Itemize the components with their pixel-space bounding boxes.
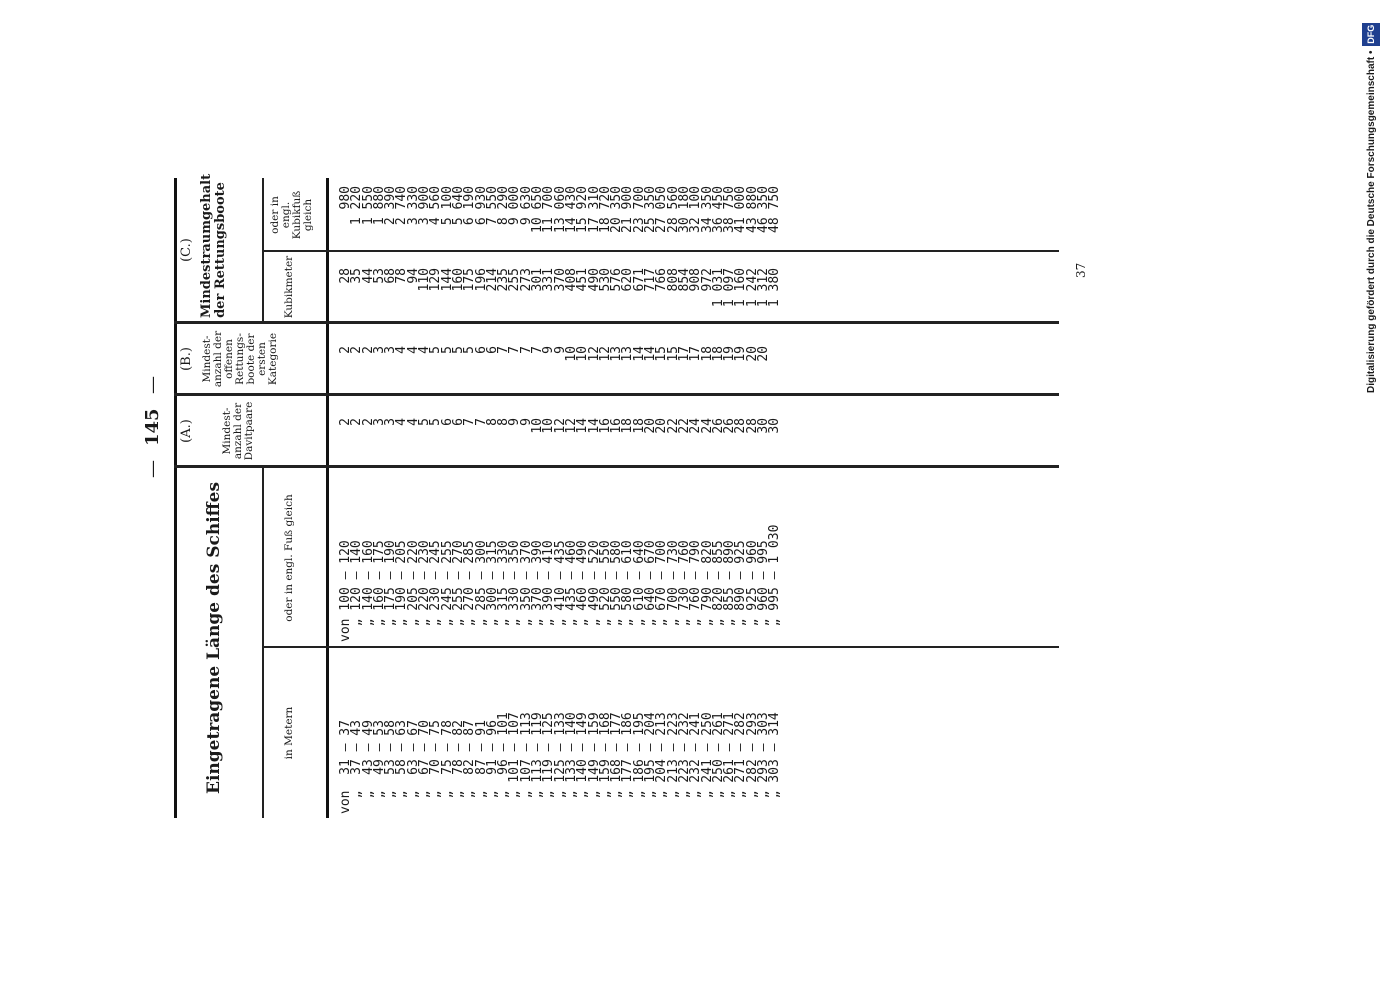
meters-cell: „ 91 — 96 bbox=[484, 720, 500, 814]
cubic-ft-header: oder in engl. Kubikfuß gleich bbox=[269, 190, 315, 240]
meters-cell: „ 125 — 133 bbox=[552, 712, 568, 814]
cubic-meters-cell: 175 bbox=[462, 268, 478, 292]
meters-cell: „ 177 — 186 bbox=[620, 712, 636, 814]
cubic-feet-cell: 6 930 bbox=[473, 186, 489, 226]
meters-cell: „ 186 — 195 bbox=[631, 712, 647, 814]
cubic-meters-cell: 94 bbox=[405, 268, 421, 284]
boats-cell: 20 bbox=[755, 346, 771, 362]
boats-cell: 17 bbox=[676, 346, 692, 362]
cubic-feet-cell: 46 350 bbox=[755, 186, 771, 233]
davits-cell: 8 bbox=[484, 418, 500, 426]
boats-cell: 18 bbox=[710, 346, 726, 362]
meters-cell: „ 223 — 232 bbox=[676, 712, 692, 814]
cubic-feet-cell: 41 000 bbox=[733, 186, 749, 233]
boats-cell: 4 bbox=[394, 346, 410, 354]
cubic-meters-cell: 160 bbox=[450, 268, 466, 292]
cubic-feet-cell: 34 350 bbox=[699, 186, 715, 233]
feet-cell: „ 300 — 315 bbox=[484, 540, 500, 642]
davits-cell: 12 bbox=[563, 418, 579, 434]
cubic-feet-cell: 14 430 bbox=[563, 186, 579, 233]
feet-cell: „ 190 — 205 bbox=[394, 540, 410, 642]
boats-cell: 9 bbox=[541, 346, 557, 354]
cubic-feet-cell: 15 920 bbox=[575, 186, 591, 233]
davits-cell: 30 bbox=[755, 418, 771, 434]
col-b-letter: (B.) bbox=[179, 347, 194, 371]
boats-cell: 4 bbox=[405, 346, 421, 354]
cubic-meters-cell: 620 bbox=[620, 268, 636, 292]
cubic-meters-cell: 129 bbox=[428, 268, 444, 292]
davits-cell: 24 bbox=[688, 418, 704, 434]
cubic-feet-cell: 27 050 bbox=[654, 186, 670, 233]
feet-cell: „ 230 — 245 bbox=[428, 540, 444, 642]
digitization-sidebar bbox=[1362, 8, 1382, 393]
boats-cell: 15 bbox=[654, 346, 670, 362]
lifeboat-table bbox=[174, 0, 1024, 818]
davits-cell: 28 bbox=[744, 418, 760, 434]
meters-cell: „ 119 — 125 bbox=[541, 712, 557, 814]
cubic-feet-column bbox=[340, 186, 781, 248]
cubic-feet-cell: 1 550 bbox=[360, 186, 376, 226]
cubic-meters-cell: 68 bbox=[383, 268, 399, 284]
boats-cell: 13 bbox=[609, 346, 625, 362]
cubic-feet-cell: 25 350 bbox=[643, 186, 659, 233]
boats-cell: 13 bbox=[620, 346, 636, 362]
davits-cell: 26 bbox=[722, 418, 738, 434]
davits-cell: 3 bbox=[383, 418, 399, 426]
cubic-feet-cell: 1 220 bbox=[349, 186, 365, 226]
length-header: Eingetragene Länge des Schiffes bbox=[204, 481, 224, 795]
sidebar-text: Digitalisierung gefördert durch die Deutsche Forschungsgemeinschaft • bbox=[1366, 50, 1377, 393]
meters-cell: „ 195 — 204 bbox=[643, 712, 659, 814]
feet-cell: „ 490 — 520 bbox=[586, 540, 602, 642]
davits-cell: 28 bbox=[733, 418, 749, 434]
cubic-meters-cell: 196 bbox=[473, 268, 489, 292]
cubic-feet-cell: 9 000 bbox=[507, 186, 523, 226]
feet-cell: „ 640 — 670 bbox=[643, 540, 659, 642]
col-c-header: Mindestraumgehalt der Rettungsboote bbox=[199, 173, 228, 318]
boats-cell: 5 bbox=[439, 346, 455, 354]
boats-cell: 3 bbox=[383, 346, 399, 354]
meters-cell: „ 168 — 177 bbox=[609, 712, 625, 814]
col-sep-a-b bbox=[174, 394, 1059, 397]
meters-column bbox=[340, 654, 781, 814]
cubic-feet-cell: 1 880 bbox=[371, 186, 387, 226]
feet-cell: „ 460 — 490 bbox=[575, 540, 591, 642]
cubic-meters-cell: 301 bbox=[530, 268, 546, 292]
cubic-meters-column bbox=[340, 268, 781, 318]
cubic-feet-cell: 36 450 bbox=[710, 186, 726, 233]
meters-cell: „ 204 — 213 bbox=[654, 712, 670, 814]
cubic-meters-cell: 908 bbox=[688, 268, 704, 292]
cubic-meters-cell: 408 bbox=[563, 268, 579, 292]
davits-cell: 6 bbox=[439, 418, 455, 426]
meters-cell: „ 107 — 113 bbox=[518, 712, 534, 814]
boats-cell: 6 bbox=[484, 346, 500, 354]
cubic-feet-cell: 9 630 bbox=[518, 186, 534, 226]
boats-cell: 19 bbox=[733, 346, 749, 362]
boats-column bbox=[340, 346, 769, 386]
davits-cell: 2 bbox=[338, 418, 353, 426]
feet-cell: „ 140 — 160 bbox=[360, 540, 376, 642]
col-sep-meters-feet bbox=[262, 647, 1059, 649]
boats-cell: 2 bbox=[360, 346, 376, 354]
cubic-meters-cell: 1 380 bbox=[767, 268, 783, 308]
davits-cell: 22 bbox=[665, 418, 681, 434]
davits-cell: 10 bbox=[530, 418, 546, 434]
davits-cell: 6 bbox=[450, 418, 466, 426]
boats-cell: 2 bbox=[349, 346, 365, 354]
feet-cell: von 100 — 120 bbox=[338, 540, 353, 642]
table-top-rule bbox=[174, 178, 177, 818]
boats-cell: 20 bbox=[744, 346, 760, 362]
page-number-text: 145 bbox=[142, 408, 163, 446]
col-c-letter: (C.) bbox=[179, 238, 194, 262]
feet-cell: „ 255 — 270 bbox=[450, 540, 466, 642]
feet-cell: „ 315 — 330 bbox=[496, 540, 512, 642]
meters-cell: „ 70 — 75 bbox=[428, 720, 444, 814]
meters-cell: „ 250 — 261 bbox=[710, 712, 726, 814]
meters-cell: von 31 — 37 bbox=[338, 720, 353, 814]
boats-cell: 12 bbox=[597, 346, 613, 362]
cubic-feet-cell: 2 740 bbox=[394, 186, 410, 226]
meters-cell: „ 113 — 119 bbox=[530, 712, 546, 814]
davits-cell: 18 bbox=[620, 418, 636, 434]
cubic-meters-cell: 1 312 bbox=[755, 268, 771, 308]
meters-cell: „ 43 — 49 bbox=[360, 720, 376, 814]
boats-cell: 14 bbox=[643, 346, 659, 362]
boats-cell: 10 bbox=[575, 346, 591, 362]
feet-cell: „ 350 — 370 bbox=[518, 540, 534, 642]
boats-cell: 5 bbox=[428, 346, 444, 354]
meters-cell: „ 37 — 43 bbox=[349, 720, 365, 814]
cubic-feet-cell: 3 900 bbox=[417, 186, 433, 226]
boats-cell: 4 bbox=[417, 346, 433, 354]
cubic-feet-cell: 7 550 bbox=[484, 186, 500, 226]
meters-cell: „ 75 — 78 bbox=[439, 720, 455, 814]
davits-cell: 24 bbox=[699, 418, 715, 434]
cubic-feet-cell: 6 190 bbox=[462, 186, 478, 226]
meters-header: in Metern bbox=[283, 706, 295, 760]
boats-cell: 5 bbox=[462, 346, 478, 354]
davits-cell: 16 bbox=[597, 418, 613, 434]
feet-header: oder in engl. Fuß gleich bbox=[283, 494, 295, 622]
feet-cell: „ 370 — 390 bbox=[530, 540, 546, 642]
cubic-feet-cell: 18 720 bbox=[597, 186, 613, 233]
feet-cell: „ 285 — 300 bbox=[473, 540, 489, 642]
meters-cell: „ 58 — 63 bbox=[394, 720, 410, 814]
davits-cell: 2 bbox=[360, 418, 376, 426]
boats-cell: 18 bbox=[699, 346, 715, 362]
cubic-meters-cell: 35 bbox=[349, 268, 365, 284]
davits-cell: 4 bbox=[405, 418, 421, 426]
col-a-letter: (A.) bbox=[179, 419, 194, 443]
feet-cell: „ 995 — 1 030 bbox=[767, 524, 783, 642]
cubic-meters-cell: 576 bbox=[609, 268, 625, 292]
cubic-meters-cell: 214 bbox=[484, 268, 500, 292]
boats-cell: 9 bbox=[552, 346, 568, 354]
feet-cell: „ 610 — 640 bbox=[631, 540, 647, 642]
cubic-meters-cell: 78 bbox=[394, 268, 410, 284]
meters-cell: „ 261 — 271 bbox=[722, 712, 738, 814]
meters-cell: „ 213 — 223 bbox=[665, 712, 681, 814]
cubic-meters-cell: 255 bbox=[507, 268, 523, 292]
feet-cell: „ 410 — 435 bbox=[552, 540, 568, 642]
davits-cell: 2 bbox=[349, 418, 365, 426]
cubic-feet-cell: 5 100 bbox=[439, 186, 455, 226]
meters-cell: „ 271 — 282 bbox=[733, 712, 749, 814]
meters-cell: „ 241 — 250 bbox=[699, 712, 715, 814]
davits-cell: 30 bbox=[767, 418, 783, 434]
cubic-feet-cell: 3 330 bbox=[405, 186, 421, 226]
davits-cell: 8 bbox=[496, 418, 512, 426]
cubic-meters-cell: 331 bbox=[541, 268, 557, 292]
col-sep-b-c bbox=[174, 322, 1059, 325]
meters-cell: „ 87 — 91 bbox=[473, 720, 489, 814]
cubic-feet-cell: 30 180 bbox=[676, 186, 692, 233]
feet-cell: „ 175 — 190 bbox=[383, 540, 399, 642]
cubic-feet-cell: 21 900 bbox=[620, 186, 636, 233]
davits-cell: 3 bbox=[371, 418, 387, 426]
cubic-feet-cell: 28 560 bbox=[665, 186, 681, 233]
meters-cell: „ 293 — 303 bbox=[755, 712, 771, 814]
feet-cell: „ 270 — 285 bbox=[462, 540, 478, 642]
cubic-meters-cell: 530 bbox=[597, 268, 613, 292]
cubic-feet-cell: 5 640 bbox=[450, 186, 466, 226]
meters-cell: „ 232 — 241 bbox=[688, 712, 704, 814]
col-b-header: Mindest- anzahl der offenen Rettungs- boote der ersten Kategorie bbox=[201, 330, 280, 388]
meters-cell: „ 159 — 168 bbox=[597, 712, 613, 814]
cubic-meters-cell: 490 bbox=[586, 268, 602, 292]
cubic-feet-cell: 48 750 bbox=[767, 186, 783, 233]
feet-cell: „ 245 — 255 bbox=[439, 540, 455, 642]
cubic-meters-cell: 144 bbox=[439, 268, 455, 292]
cubic-meters-cell: 44 bbox=[360, 268, 376, 284]
cubic-feet-cell: 11 700 bbox=[541, 186, 557, 233]
cubic-feet-cell: 10 650 bbox=[530, 186, 546, 233]
cubic-feet-cell: 43 880 bbox=[744, 186, 760, 233]
boats-cell: 19 bbox=[722, 346, 738, 362]
cubic-meters-cell: 370 bbox=[552, 268, 568, 292]
feet-cell: „ 700 — 730 bbox=[665, 540, 681, 642]
boats-cell: 5 bbox=[450, 346, 466, 354]
cubic-meters-cell: 235 bbox=[496, 268, 512, 292]
cubic-meters-cell: 1 242 bbox=[744, 268, 760, 308]
cubic-meters-cell: 766 bbox=[654, 268, 670, 292]
boats-cell: 7 bbox=[518, 346, 534, 354]
feet-cell: „ 580 — 610 bbox=[620, 540, 636, 642]
header-bottom-rule bbox=[326, 178, 329, 818]
boats-cell: 12 bbox=[586, 346, 602, 362]
dfg-logo: DFG bbox=[1362, 23, 1380, 46]
footer-page-number: 37 bbox=[1074, 262, 1088, 278]
davits-cell: 18 bbox=[631, 418, 647, 434]
cubic-feet-cell: 13 060 bbox=[552, 186, 568, 233]
davits-cell: 4 bbox=[394, 418, 410, 426]
cubic-feet-cell: 17 310 bbox=[586, 186, 602, 233]
cubic-feet-cell: 8 290 bbox=[496, 186, 512, 226]
cubic-feet-cell: 20 350 bbox=[609, 186, 625, 233]
cubic-meters-cell: 717 bbox=[643, 268, 659, 292]
feet-cell: „ 890 — 925 bbox=[733, 540, 749, 642]
feet-cell: „ 925 — 960 bbox=[744, 540, 760, 642]
page-number: — 145 — bbox=[142, 376, 163, 478]
feet-cell: „ 220 — 230 bbox=[417, 540, 433, 642]
cubic-meters-cell: 972 bbox=[699, 268, 715, 292]
cubic-feet-cell: 4 560 bbox=[428, 186, 444, 226]
feet-cell: „ 790 — 820 bbox=[699, 540, 715, 642]
feet-cell: „ 670 — 700 bbox=[654, 540, 670, 642]
boats-cell: 2 bbox=[338, 346, 353, 354]
feet-cell: „ 435 — 460 bbox=[563, 540, 579, 642]
boats-cell: 3 bbox=[371, 346, 387, 354]
col-sep-cubic bbox=[262, 251, 1059, 253]
davits-cell: 22 bbox=[676, 418, 692, 434]
meters-cell: „ 53 — 58 bbox=[383, 720, 399, 814]
cubic-feet-cell: 32 100 bbox=[688, 186, 704, 233]
c-subheader-rule bbox=[262, 178, 264, 324]
feet-cell: „ 960 — 995 bbox=[755, 540, 771, 642]
meters-cell: „ 96 — 101 bbox=[496, 712, 512, 814]
boats-cell: 17 bbox=[688, 346, 704, 362]
cubic-feet-cell: 980 bbox=[338, 186, 353, 210]
davits-column bbox=[340, 418, 781, 458]
boats-cell: 15 bbox=[665, 346, 681, 362]
cubic-meters-cell: 808 bbox=[665, 268, 681, 292]
cubic-meters-cell: 1 031 bbox=[710, 268, 726, 308]
col-a-header: Mindest- anzahl der Davitpaare bbox=[221, 401, 256, 461]
boats-cell: 10 bbox=[563, 346, 579, 362]
cubic-meters-cell: 53 bbox=[371, 268, 387, 284]
cubic-feet-cell: 2 390 bbox=[383, 186, 399, 226]
davits-cell: 9 bbox=[518, 418, 534, 426]
boats-cell: 14 bbox=[631, 346, 647, 362]
feet-cell: „ 330 — 350 bbox=[507, 540, 523, 642]
cubic-feet-cell: 23 700 bbox=[631, 186, 647, 233]
feet-cell: „ 120 — 140 bbox=[349, 540, 365, 642]
cubic-meters-cell: 671 bbox=[631, 268, 647, 292]
cubic-meters-cell: 854 bbox=[676, 268, 692, 292]
davits-cell: 10 bbox=[541, 418, 557, 434]
feet-cell: „ 760 — 790 bbox=[688, 540, 704, 642]
meters-cell: „ 101 — 107 bbox=[507, 712, 523, 814]
meters-cell: „ 67 — 70 bbox=[417, 720, 433, 814]
cubic-feet-cell: 38 750 bbox=[722, 186, 738, 233]
feet-cell: „ 730 — 760 bbox=[676, 540, 692, 642]
boats-cell: 6 bbox=[473, 346, 489, 354]
cubic-meters-cell: 273 bbox=[518, 268, 534, 292]
meters-cell: „ 78 — 82 bbox=[450, 720, 466, 814]
meters-cell: „ 82 — 87 bbox=[462, 720, 478, 814]
boats-cell: 7 bbox=[507, 346, 523, 354]
feet-cell: „ 520 — 550 bbox=[597, 540, 613, 642]
davits-cell: 12 bbox=[552, 418, 568, 434]
col-sep-length-a bbox=[174, 466, 1059, 469]
feet-column bbox=[340, 472, 781, 642]
davits-cell: 14 bbox=[586, 418, 602, 434]
boats-cell: 7 bbox=[530, 346, 546, 354]
meters-cell: „ 63 — 67 bbox=[405, 720, 421, 814]
meters-cell: „ 303 — 314 bbox=[767, 712, 783, 814]
meters-cell: „ 149 — 159 bbox=[586, 712, 602, 814]
davits-cell: 7 bbox=[462, 418, 478, 426]
davits-cell: 20 bbox=[654, 418, 670, 434]
cubic-meters-cell: 1 160 bbox=[733, 268, 749, 308]
meters-cell: „ 282 — 293 bbox=[744, 712, 760, 814]
boats-cell: 7 bbox=[496, 346, 512, 354]
feet-cell: „ 855 — 890 bbox=[722, 540, 738, 642]
meters-cell: „ 133 — 140 bbox=[563, 712, 579, 814]
meters-cell: „ 140 — 149 bbox=[575, 712, 591, 814]
davits-cell: 5 bbox=[417, 418, 433, 426]
davits-cell: 5 bbox=[428, 418, 444, 426]
cubic-meters-cell: 1 097 bbox=[722, 268, 738, 308]
feet-cell: „ 820 — 855 bbox=[710, 540, 726, 642]
feet-cell: „ 160 — 175 bbox=[371, 540, 387, 642]
davits-cell: 26 bbox=[710, 418, 726, 434]
feet-cell: „ 550 — 580 bbox=[609, 540, 625, 642]
meters-cell: „ 49 — 53 bbox=[371, 720, 387, 814]
davits-cell: 20 bbox=[643, 418, 659, 434]
feet-cell: „ 205 — 220 bbox=[405, 540, 421, 642]
length-subheader-rule bbox=[262, 468, 264, 818]
cubic-m-header: Kubikmeter bbox=[283, 255, 295, 319]
cubic-meters-cell: 28 bbox=[338, 268, 353, 284]
cubic-meters-cell: 451 bbox=[575, 268, 591, 292]
davits-cell: 14 bbox=[575, 418, 591, 434]
davits-cell: 9 bbox=[507, 418, 523, 426]
davits-cell: 7 bbox=[473, 418, 489, 426]
feet-cell: „ 390 — 410 bbox=[541, 540, 557, 642]
davits-cell: 16 bbox=[609, 418, 625, 434]
rotated-table-block bbox=[142, 0, 1088, 818]
cubic-meters-cell: 110 bbox=[417, 268, 433, 292]
